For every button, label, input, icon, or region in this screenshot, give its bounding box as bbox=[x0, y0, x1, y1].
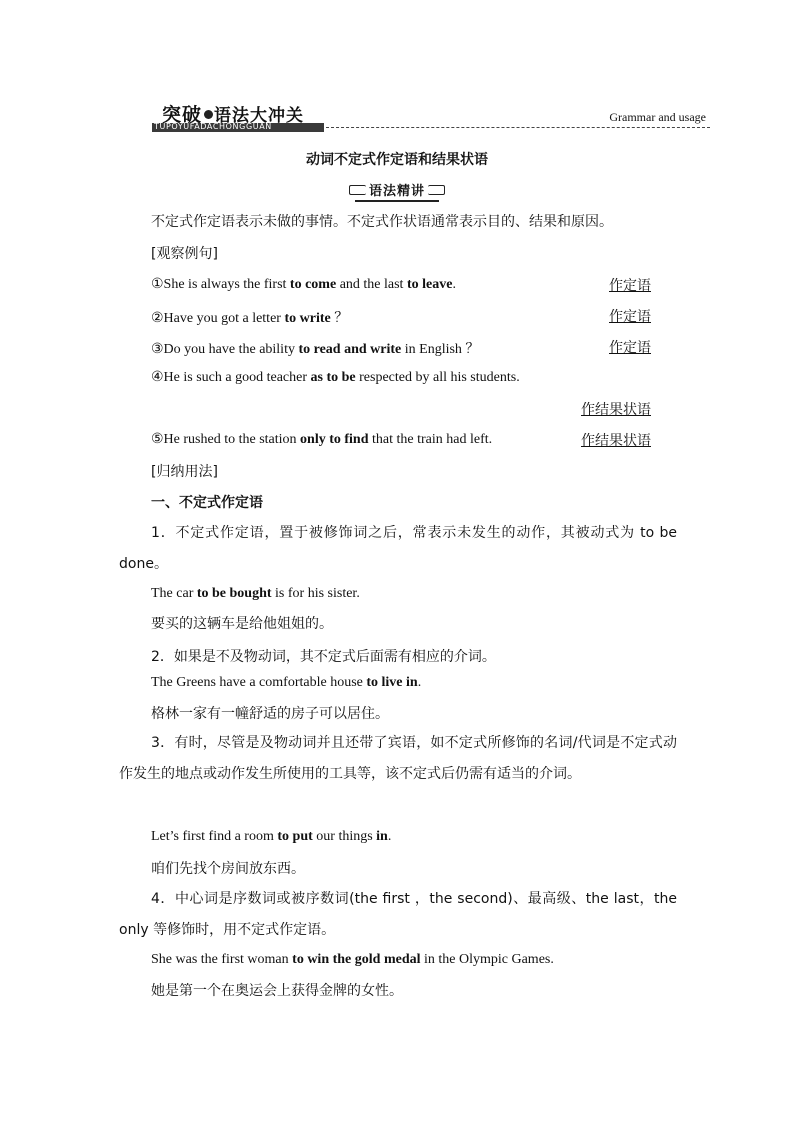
section-title: 动词不定式作定语和结果状语 bbox=[306, 152, 488, 168]
header-title-sub: 语法大冲关 bbox=[214, 106, 305, 126]
rule-example-en bbox=[151, 952, 554, 968]
example-post: respected by all his students. bbox=[355, 370, 520, 385]
header-right-label: Grammar and usage bbox=[609, 110, 706, 124]
example-bold: as to be bbox=[310, 370, 356, 385]
rule-paragraph bbox=[119, 884, 677, 946]
example-tag: 作定语 bbox=[609, 309, 651, 325]
header-dashed-rule bbox=[326, 127, 710, 128]
rule-example-zh: 要买的这辆车是给他姐姐的。 bbox=[151, 616, 333, 632]
observe-label: [观察例句] bbox=[151, 246, 218, 262]
rule-example-en bbox=[151, 675, 421, 691]
example-sentence bbox=[151, 431, 492, 448]
example-sentence bbox=[151, 338, 479, 358]
example-pre: The car bbox=[151, 586, 197, 601]
rule-text: 2．如果是不及物动词，其不定式后面需有相应的介词。 bbox=[151, 649, 496, 665]
header-title-main: 突破 bbox=[162, 104, 203, 126]
example-bold: to win the gold medal bbox=[292, 952, 421, 967]
example-bold: to write bbox=[284, 311, 331, 326]
example-sentence bbox=[151, 307, 348, 327]
example-post: . bbox=[452, 277, 456, 292]
example-sentence bbox=[151, 369, 520, 386]
example-tag: 作结果状语 bbox=[581, 402, 651, 418]
example-pre: Let’s first find a room bbox=[151, 829, 278, 844]
example-pre: ④He is such a good teacher bbox=[151, 370, 311, 385]
example-post: . bbox=[387, 829, 392, 844]
example-bold: to put bbox=[277, 829, 313, 844]
rule-text: 1．不定式作定语，置于被修饰词之后，常表示未发生的动作，其被动式为 to be done。 bbox=[119, 525, 677, 572]
example-post: is for his sister. bbox=[271, 586, 360, 601]
example-bold: to leave bbox=[406, 277, 453, 292]
example-mid: our things bbox=[312, 829, 377, 844]
example-bold: to live in bbox=[366, 675, 418, 690]
badge-text: 语法精讲 bbox=[368, 184, 425, 199]
rule-example-en bbox=[151, 829, 391, 845]
example-post: in English ？ bbox=[401, 342, 480, 357]
example-bold: in bbox=[376, 829, 388, 844]
header-title bbox=[162, 100, 304, 127]
example-pre: She was the first woman bbox=[151, 952, 293, 967]
example-pre: ⑤He rushed to the station bbox=[151, 432, 301, 447]
example-sentence bbox=[151, 276, 456, 293]
example-tag: 作定语 bbox=[609, 278, 651, 294]
example-bold: to be bought bbox=[196, 586, 272, 601]
rule-example-en bbox=[151, 586, 360, 602]
badge-label bbox=[349, 180, 445, 199]
example-tag: 作定语 bbox=[609, 340, 651, 356]
rule-paragraph bbox=[119, 518, 677, 580]
example-post: . bbox=[417, 675, 422, 690]
example-pre: The Greens have a comfortable house bbox=[151, 675, 367, 690]
example-pre: ①She is always the first bbox=[151, 277, 290, 292]
example-post: in the Olympic Games. bbox=[420, 952, 554, 967]
rule-example-zh: 咱们先找个房间放东西。 bbox=[151, 861, 305, 877]
page-header bbox=[152, 100, 712, 136]
example-pre: ③Do you have the ability bbox=[151, 342, 299, 357]
header-pinyin: TUPOYUFADACHONGGUAN bbox=[154, 122, 272, 131]
rule-text: 4．中心词是序数词或被序数词(the first ，the second)、最高级、the last，the only 等修饰时，用不定式作定语。 bbox=[119, 891, 677, 938]
rule-paragraph bbox=[119, 728, 677, 790]
example-post: ？ bbox=[330, 311, 349, 326]
rule-text: 3．有时，尽管是及物动词并且还带了宾语，如不定式所修饰的名词/代词是不定式动作发生的地点或动作发生所使用的工具等，该不定式后仍需有适当的介词。 bbox=[119, 735, 677, 782]
part-title: 一、不定式作定语 bbox=[151, 495, 263, 511]
section-badge bbox=[0, 180, 794, 199]
example-bold: to come bbox=[289, 277, 337, 292]
rule-example-zh: 她是第一个在奥运会上获得金牌的女性。 bbox=[151, 983, 403, 999]
example-post: and the last bbox=[336, 277, 407, 292]
rule-example-zh: 格林一家有一幢舒适的房子可以居住。 bbox=[151, 706, 389, 722]
summary-label: [归纳用法] bbox=[151, 464, 218, 480]
example-post: that the train had left. bbox=[368, 432, 493, 447]
example-bold: only to find bbox=[300, 432, 369, 447]
example-bold: to read and write bbox=[298, 342, 402, 357]
badge-underline bbox=[355, 200, 439, 202]
intro-text: 不定式作定语表示未做的事情。不定式作状语通常表示目的、结果和原因。 bbox=[151, 214, 613, 230]
example-tag: 作结果状语 bbox=[581, 433, 651, 449]
example-pre: ②Have you got a letter bbox=[151, 311, 285, 326]
bullet-icon bbox=[204, 110, 213, 119]
